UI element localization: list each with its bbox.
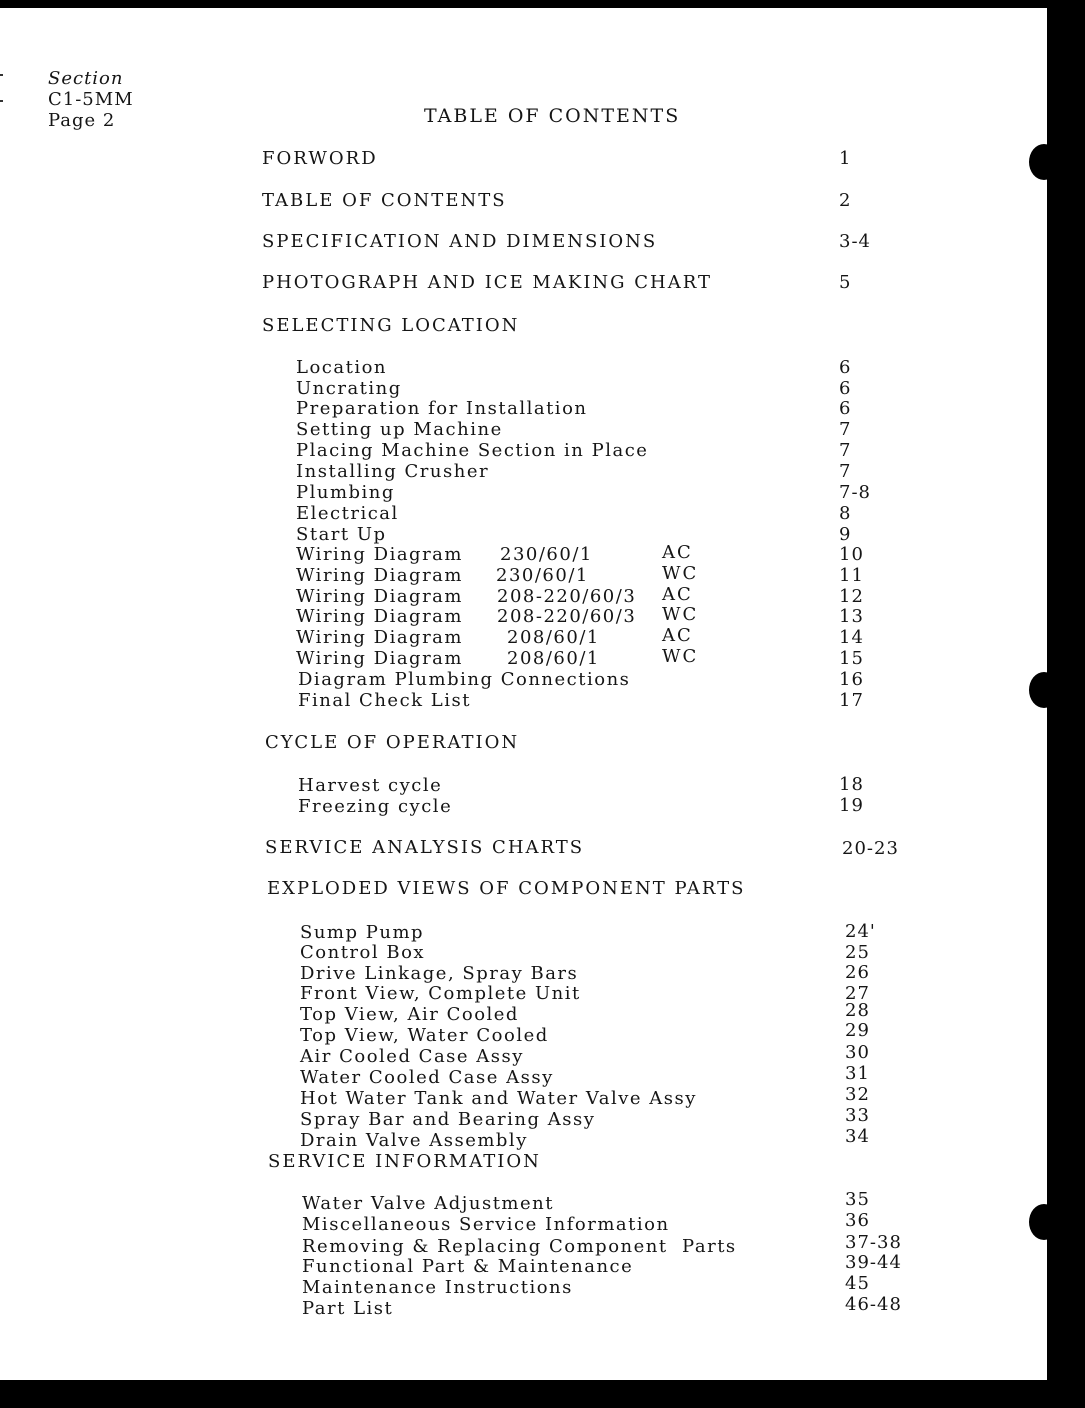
- toc-entry: Spray Bar and Bearing Assy: [300, 1109, 596, 1130]
- toc-page-number: 13: [839, 606, 864, 627]
- toc-page-number: 35: [845, 1189, 870, 1210]
- document-page: [0, 8, 1047, 1380]
- toc-page-number: 30: [845, 1042, 870, 1063]
- wiring-type: AC: [662, 542, 693, 563]
- wiring-type: WC: [662, 604, 699, 625]
- toc-page-number: 15: [839, 648, 864, 669]
- toc-page-number: 27: [845, 983, 870, 1004]
- scan-mark: [0, 74, 3, 76]
- toc-page-number: 20-23: [842, 838, 899, 859]
- toc-heading: SPECIFICATION AND DIMENSIONS: [262, 231, 658, 252]
- toc-entry: Diagram Plumbing Connections: [298, 669, 631, 690]
- toc-entry: Top View, Water Cooled: [300, 1025, 549, 1046]
- toc-page-number: 46-48: [845, 1294, 902, 1315]
- scan-mark: [0, 100, 3, 102]
- toc-entry: Water Valve Adjustment: [302, 1193, 554, 1214]
- wiring-voltage: 208-220/60/3: [497, 586, 637, 607]
- section-code: C1-5MM: [48, 89, 134, 110]
- wiring-voltage: 208/60/1: [507, 627, 600, 648]
- toc-page-number: 14: [839, 627, 864, 648]
- toc-page-number: 25: [845, 942, 870, 963]
- toc-page-number: 37-38: [845, 1232, 902, 1253]
- toc-entry: Top View, Air Cooled: [300, 1004, 519, 1025]
- toc-page-number: 34: [845, 1126, 870, 1147]
- toc-entry: Hot Water Tank and Water Valve Assy: [300, 1088, 697, 1109]
- toc-entry: Wiring Diagram: [296, 565, 463, 586]
- wiring-type: WC: [662, 646, 699, 667]
- toc-page-number: 2: [839, 190, 852, 211]
- toc-entry: Location: [296, 357, 388, 378]
- wiring-type: WC: [662, 563, 699, 584]
- toc-entry: Harvest cycle: [298, 775, 443, 796]
- toc-heading: FORWORD: [262, 148, 378, 169]
- toc-entry: Plumbing: [296, 482, 395, 503]
- wiring-voltage: 230/60/1: [500, 544, 593, 565]
- toc-page-number: 39-44: [845, 1252, 902, 1273]
- toc-entry: Maintenance Instructions: [302, 1277, 573, 1298]
- toc-page-number: 3-4: [839, 231, 871, 252]
- toc-page-number: 5: [839, 272, 852, 293]
- toc-entry: Removing & Replacing Component Parts: [302, 1236, 737, 1257]
- toc-page-number: 6: [839, 398, 852, 419]
- toc-page-number: 11: [839, 565, 864, 586]
- toc-page-number: 32: [845, 1084, 870, 1105]
- document-title: TABLE OF CONTENTS: [424, 105, 681, 127]
- toc-page-number: 28: [845, 1000, 870, 1021]
- toc-page-number: 33: [845, 1105, 870, 1126]
- toc-entry: Wiring Diagram: [296, 648, 463, 669]
- toc-entry: Installing Crusher: [296, 461, 490, 482]
- wiring-voltage: 208/60/1: [507, 648, 600, 669]
- toc-page-number: 7: [839, 419, 852, 440]
- toc-page-number: 7: [839, 461, 852, 482]
- toc-page-number: 6: [839, 378, 852, 399]
- toc-entry: Sump Pump: [300, 922, 425, 943]
- toc-page-number: 6: [839, 357, 852, 378]
- toc-entry: Drive Linkage, Spray Bars: [300, 963, 579, 984]
- toc-page-number: 7: [839, 440, 852, 461]
- toc-entry: Miscellaneous Service Information: [302, 1214, 670, 1235]
- toc-entry: Wiring Diagram: [296, 544, 463, 565]
- toc-heading: TABLE OF CONTENTS: [262, 190, 507, 211]
- toc-heading: PHOTOGRAPH AND ICE MAKING CHART: [262, 272, 712, 293]
- toc-page-number: 19: [839, 795, 864, 816]
- toc-entry: Setting up Machine: [296, 419, 503, 440]
- wiring-type: AC: [662, 625, 693, 646]
- toc-section-heading: EXPLODED VIEWS OF COMPONENT PARTS: [267, 878, 746, 899]
- toc-page-number: 36: [845, 1210, 870, 1231]
- toc-page-number: 9: [839, 524, 852, 545]
- toc-page-number: 1: [839, 148, 852, 169]
- punch-hole: [1029, 1204, 1059, 1240]
- wiring-voltage: 230/60/1: [496, 565, 589, 586]
- toc-page-number: 17: [839, 690, 864, 711]
- toc-page-number: 16: [839, 669, 864, 690]
- toc-entry: Water Cooled Case Assy: [300, 1067, 554, 1088]
- toc-entry: Preparation for Installation: [296, 398, 588, 419]
- toc-entry: Wiring Diagram: [296, 627, 463, 648]
- wiring-voltage: 208-220/60/3: [497, 606, 637, 627]
- toc-page-number: 7-8: [839, 482, 871, 503]
- toc-page-number: 29: [845, 1020, 870, 1041]
- toc-entry: Air Cooled Case Assy: [300, 1046, 524, 1067]
- section-label: Section: [48, 68, 124, 89]
- toc-entry: Part List: [302, 1298, 394, 1319]
- page-number-label: Page 2: [48, 110, 116, 131]
- toc-entry: Placing Machine Section in Place: [296, 440, 649, 461]
- toc-page-number: 26: [845, 962, 870, 983]
- punch-hole: [1029, 672, 1059, 708]
- toc-page-number: 10: [839, 544, 864, 565]
- toc-entry: Final Check List: [298, 690, 471, 711]
- toc-entry: Freezing cycle: [298, 796, 453, 817]
- toc-entry: Start Up: [296, 524, 387, 545]
- toc-page-number: 8: [839, 503, 852, 524]
- punch-hole: [1029, 144, 1059, 180]
- toc-page-number: 45: [845, 1273, 870, 1294]
- toc-heading: SERVICE ANALYSIS CHARTS: [265, 837, 585, 858]
- toc-entry: Functional Part & Maintenance: [302, 1256, 634, 1277]
- toc-page-number: 18: [839, 774, 864, 795]
- toc-page-number: 24': [845, 921, 876, 942]
- toc-page-number: 31: [845, 1063, 870, 1084]
- toc-section-heading: SELECTING LOCATION: [262, 315, 520, 336]
- toc-entry: Wiring Diagram: [296, 586, 463, 607]
- toc-entry: Drain Valve Assembly: [300, 1130, 528, 1151]
- toc-section-heading: SERVICE INFORMATION: [268, 1151, 541, 1172]
- toc-entry: Electrical: [296, 503, 399, 524]
- toc-entry: Uncrating: [296, 378, 402, 399]
- toc-page-number: 12: [839, 586, 864, 607]
- toc-section-heading: CYCLE OF OPERATION: [265, 732, 520, 753]
- toc-entry: Control Box: [300, 942, 426, 963]
- wiring-type: AC: [662, 584, 693, 605]
- toc-entry: Wiring Diagram: [296, 606, 463, 627]
- toc-entry: Front View, Complete Unit: [300, 983, 581, 1004]
